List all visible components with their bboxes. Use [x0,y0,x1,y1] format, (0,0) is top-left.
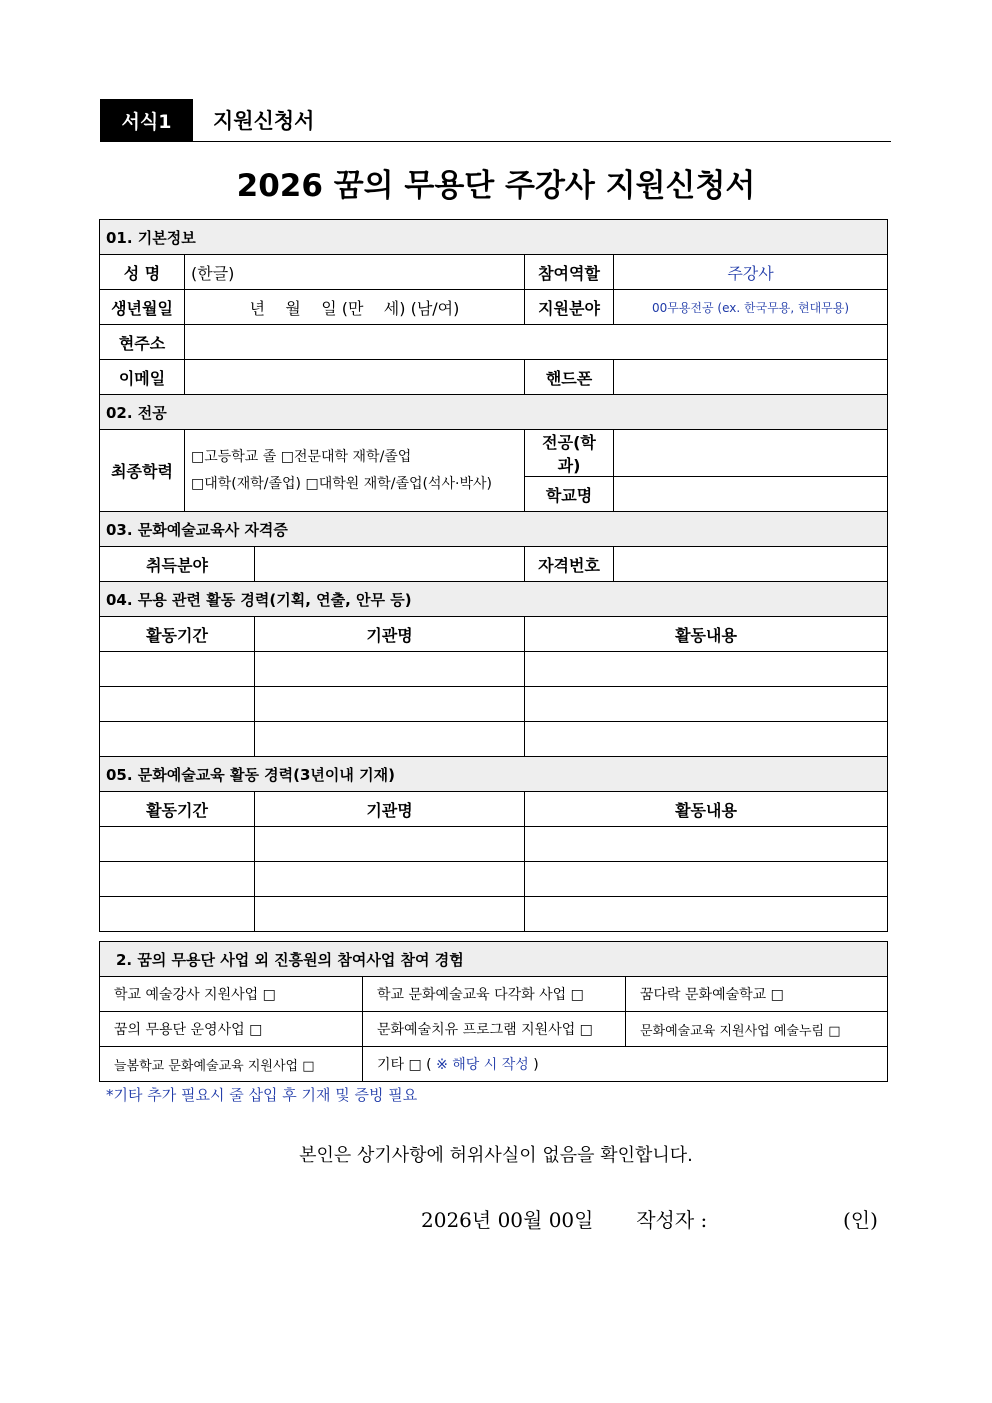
education-options[interactable] [185,430,525,512]
section-program-experience-title: 2. 꿈의 무용단 사업 외 진흥원의 참여사업 참여 경험 [100,942,888,977]
form-header [100,99,891,142]
birth-field[interactable]: 년 월 일 (만 세) (남/여) [185,290,525,325]
dance-col-org: 기관명 [255,617,525,652]
education-line-2[interactable]: □대학(재학/졸업) □대학원 재학/졸업(석사·박사) [191,475,492,492]
application-form-table [99,219,888,932]
major-label: 전공(학과) [525,430,614,477]
section-certificate-title: 03. 문화예술교육사 자격증 [100,512,888,547]
section-dance-career-title: 04. 무용 관련 활동 경력(기획, 연출, 안무 등) [100,582,888,617]
cert-number-field[interactable] [614,547,888,582]
edu-period-cell[interactable] [100,862,255,897]
program-item-other[interactable] [363,1047,888,1082]
program-item[interactable]: 꿈의 무용단 운영사업 □ [100,1012,363,1047]
table-row [100,827,888,862]
field-value[interactable]: 00무용전공 (ex. 한국무용, 현대무용) [614,290,888,325]
name-field[interactable]: (한글) [185,255,525,290]
major-field[interactable] [614,430,888,477]
role-value: 주강사 [614,255,888,290]
role-label: 참여역할 [525,255,614,290]
table-row [100,687,888,722]
dance-content-cell[interactable] [525,652,888,687]
dance-col-period: 활동기간 [100,617,255,652]
dance-period-cell[interactable] [100,687,255,722]
cert-number-label: 자격번호 [525,547,614,582]
program-item[interactable]: 늘봄학교 문화예술교육 지원사업 □ [100,1047,363,1082]
signature-line [421,1204,707,1233]
program-item[interactable]: 문화예술치유 프로그램 지원사업 □ [363,1012,626,1047]
field-label: 지원분야 [525,290,614,325]
declaration: 본인은 상기사항에 허위사실이 없음을 확인합니다. [299,1145,693,1166]
edu-col-org: 기관명 [255,792,525,827]
edu-content-cell[interactable] [525,862,888,897]
edu-org-cell[interactable] [255,827,525,862]
phone-label: 핸드폰 [525,360,614,395]
school-field[interactable] [614,477,888,512]
cert-area-label: 취득분야 [100,547,255,582]
dance-org-cell[interactable] [255,652,525,687]
table-row [100,897,888,932]
other-note: ※ 해당 시 작성 [431,1057,534,1073]
program-item[interactable]: 학교 문화예술교육 다각화 사업 □ [363,977,626,1012]
edu-org-cell[interactable] [255,897,525,932]
program-experience-table [99,941,888,1082]
dance-period-cell[interactable] [100,722,255,757]
phone-field[interactable] [614,360,888,395]
address-field[interactable] [185,325,888,360]
edu-content-cell[interactable] [525,897,888,932]
education-label: 최종학력 [100,430,185,512]
education-line-1[interactable]: □고등학교 졸 □전문대학 재학/졸업 [191,448,412,465]
dance-content-cell[interactable] [525,687,888,722]
edu-period-cell[interactable] [100,827,255,862]
cert-area-field[interactable] [255,547,525,582]
edu-content-cell[interactable] [525,827,888,862]
dance-org-cell[interactable] [255,687,525,722]
edu-org-cell[interactable] [255,862,525,897]
program-item[interactable]: 꿈다락 문화예술학교 □ [626,977,888,1012]
form-tag: 서식1 [100,99,193,141]
section-major-title: 02. 전공 [100,395,888,430]
section-arts-education-title: 05. 문화예술교육 활동 경력(3년이내 기재) [100,757,888,792]
dance-period-cell[interactable] [100,652,255,687]
program-item[interactable]: 학교 예술강사 지원사업 □ [100,977,363,1012]
header-title: 지원신청서 [213,109,315,133]
signature-stamp: (인) [843,1208,878,1232]
edu-col-period: 활동기간 [100,792,255,827]
email-label: 이메일 [100,360,185,395]
signature-writer-label: 작성자 : [636,1208,708,1232]
dance-content-cell[interactable] [525,722,888,757]
address-label: 현주소 [100,325,185,360]
signature-date: 2026년 00월 00일 [421,1208,594,1232]
page-title: 2026 꿈의 무용단 주강사 지원신청서 [236,168,756,204]
table-row [100,652,888,687]
footnote: *기타 추가 필요시 줄 삽입 후 기재 및 증빙 필요 [106,1086,418,1104]
table-row [100,862,888,897]
name-label: 성 명 [100,255,185,290]
birth-label: 생년월일 [100,290,185,325]
dance-col-content: 활동내용 [525,617,888,652]
dance-org-cell[interactable] [255,722,525,757]
other-prefix: 기타 □ ( [377,1057,432,1073]
table-row [100,722,888,757]
email-field[interactable] [185,360,525,395]
edu-period-cell[interactable] [100,897,255,932]
edu-col-content: 활동내용 [525,792,888,827]
other-suffix: ) [533,1057,539,1073]
section-basic-info-title: 01. 기본정보 [100,220,888,255]
school-label: 학교명 [525,477,614,512]
program-item[interactable]: 문화예술교육 지원사업 예술누림 □ [626,1012,888,1047]
